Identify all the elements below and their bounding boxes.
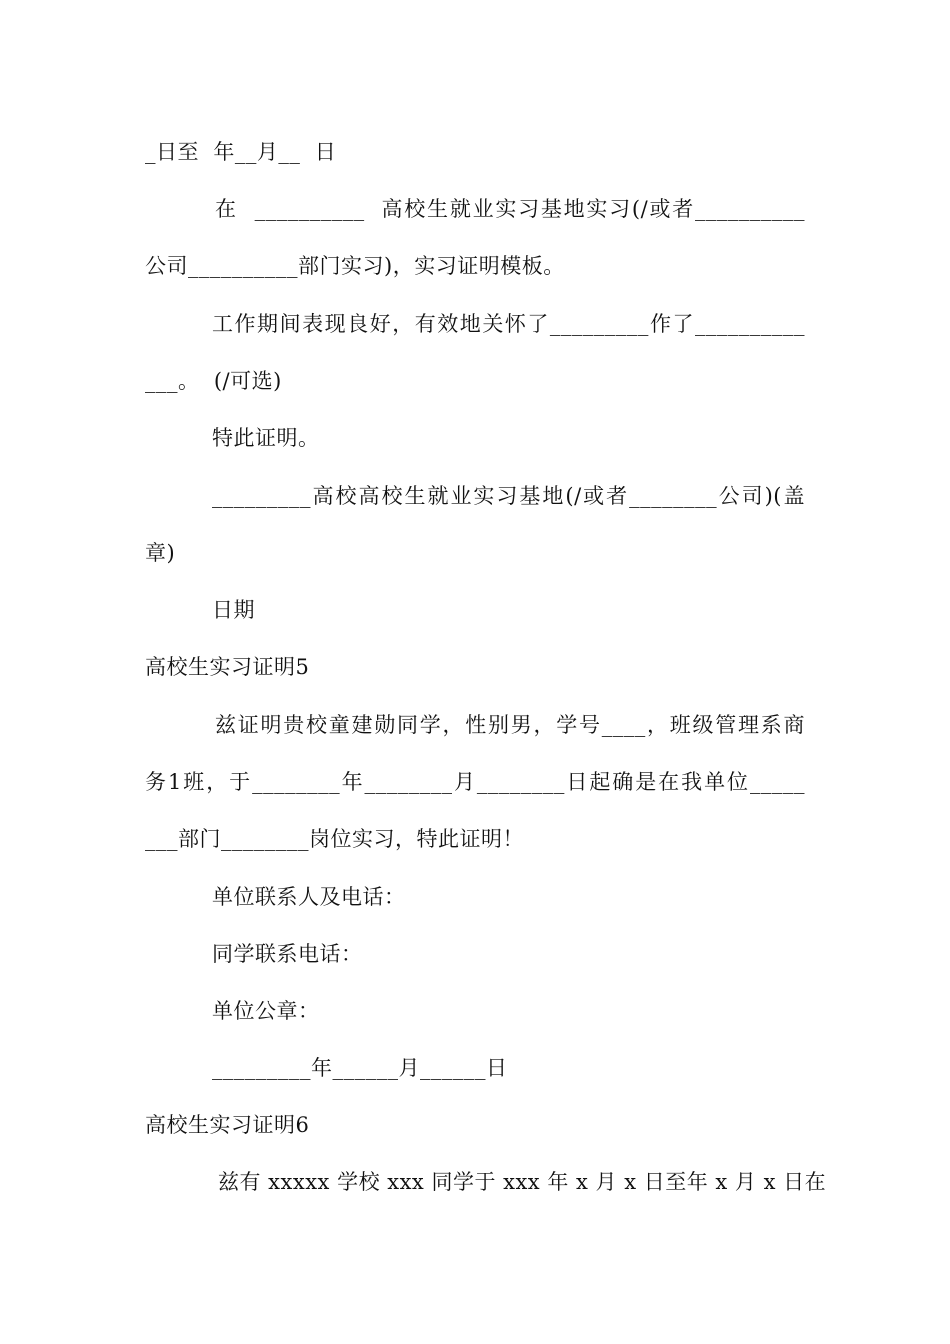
certificate-5-line-3: ___部门________岗位实习，特此证明！ — [145, 827, 524, 851]
performance-line: 工作期间表现良好，有效地关怀了_________作了__________ — [212, 312, 805, 336]
signature-date-line: _________年______月______日 — [212, 1056, 508, 1080]
certification-statement: 特此证明。 — [212, 426, 320, 450]
student-phone-label: 同学联系电话： — [212, 942, 363, 966]
internship-department-line: 公司__________部门实习)，实习证明模板。 — [145, 254, 565, 278]
date-range-line: _日至 年__月__ 日 — [145, 140, 337, 164]
seal-line-continued: 章) — [145, 541, 176, 565]
unit-contact-label: 单位联系人及电话： — [212, 885, 406, 909]
unit-seal-label: 单位公章： — [212, 999, 320, 1023]
certificate-6-line-1: 兹有 xxxxx 学校 xxx 同学于 xxx 年 x 月 x 日至年 x 月 x 日在 — [218, 1170, 827, 1194]
seal-line: _________高校高校生就业实习基地(/或者________公司)(盖 — [212, 484, 805, 508]
certificate-5-line-1: 兹证明贵校童建勋同学，性别男，学号____，班级管理系商 — [215, 713, 805, 737]
certificate-5-line-2: 务1班，于________年________月________日起确是在我单位_____ — [145, 770, 805, 794]
internship-location-line: 在 __________ 高校生就业实习基地实习(/或者__________ — [215, 197, 805, 221]
section-heading-6: 高校生实习证明6 — [145, 1113, 310, 1137]
performance-optional-line: ___。 (/可选) — [145, 369, 282, 393]
section-heading-5: 高校生实习证明5 — [145, 655, 310, 679]
date-label: 日期 — [212, 598, 255, 622]
